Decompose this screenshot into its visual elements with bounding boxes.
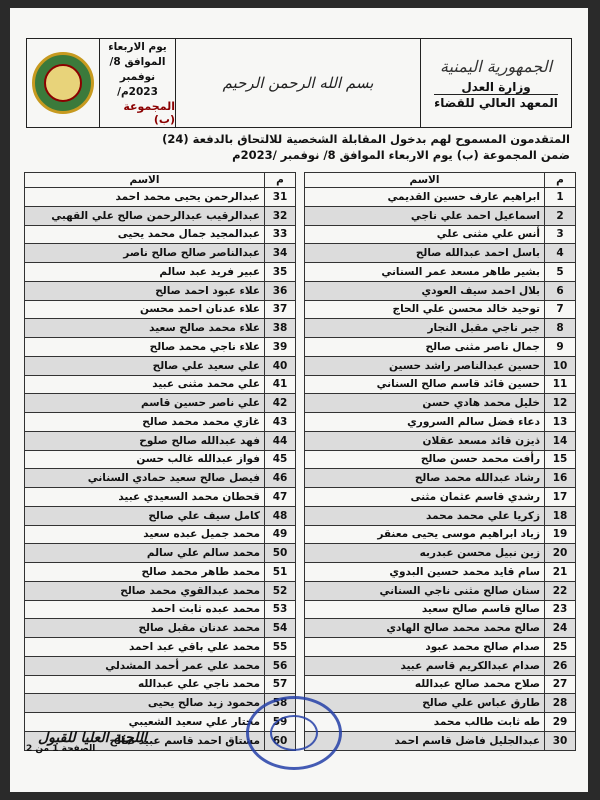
row-number: 22: [545, 581, 576, 600]
table-row: [305, 338, 576, 357]
candidate-name: محمد علي عمر أحمد المشدلي: [25, 656, 265, 675]
row-number: 60: [265, 731, 296, 750]
candidate-name: علي ناصر حسين قاسم: [25, 394, 265, 413]
row-number: 52: [265, 581, 296, 600]
table-row: [305, 431, 576, 450]
candidate-name: قحطان محمد السعيدي عبيد: [25, 488, 265, 507]
table-row: [25, 525, 296, 544]
candidate-name: زكريا علي محمد محمد: [305, 506, 545, 525]
candidate-name: علاء عبود احمد صالح: [25, 281, 265, 300]
candidate-name: عبدالجليل فاضل قاسم احمد: [305, 731, 545, 750]
candidate-name: صدام عبدالكريم قاسم عبيد: [305, 656, 545, 675]
candidate-name: رشدي قاسم عثمان مثنى: [305, 488, 545, 507]
candidate-name: جبر ناجي مقبل النجار: [305, 319, 545, 338]
candidate-name: محمد علي باقي عبد احمد: [25, 638, 265, 657]
row-number: 27: [545, 675, 576, 694]
candidate-name: مختار علي سعيد الشعيبي: [25, 713, 265, 732]
table-row: [305, 656, 576, 675]
row-number: 5: [545, 263, 576, 282]
row-number: 14: [545, 431, 576, 450]
table-row: [25, 656, 296, 675]
candidate-name: رأفت محمد حسن صالح: [305, 450, 545, 469]
row-number: 4: [545, 244, 576, 263]
candidate-name: عبير فريد عبد سالم: [25, 263, 265, 282]
row-number: 33: [265, 225, 296, 244]
candidate-name: فيصل صالح سعيد حمادي السناني: [25, 469, 265, 488]
table-row: [305, 563, 576, 582]
table-row: [25, 413, 296, 432]
candidate-name: محمد سالم علي سالم: [25, 544, 265, 563]
table-row: [25, 319, 296, 338]
candidate-name: سام قايد محمد حسين البدوي: [305, 563, 545, 582]
row-number: 59: [265, 713, 296, 732]
document-page: [10, 8, 588, 792]
table-row: [25, 263, 296, 282]
candidate-name: دعاء فضل سالم السروري: [305, 413, 545, 432]
table-row: [305, 638, 576, 657]
candidate-name: باسل احمد عبدالله صالح: [305, 244, 545, 263]
letterhead: [26, 38, 572, 128]
candidate-name: اسماعيل احمد علي ناجي: [305, 206, 545, 225]
candidate-name: مشتاق احمد قاسم عبيد صالح: [25, 731, 265, 750]
basmala: بسم الله الرحمن الرحيم: [222, 74, 374, 92]
row-number: 11: [545, 375, 576, 394]
row-number: 34: [265, 244, 296, 263]
table-row: [305, 450, 576, 469]
row-number: 42: [265, 394, 296, 413]
row-number: 40: [265, 356, 296, 375]
table-row: [25, 619, 296, 638]
table-row: [25, 563, 296, 582]
row-number: 1: [545, 188, 576, 207]
table-row: [305, 581, 576, 600]
table-row: [305, 206, 576, 225]
row-number: 49: [265, 525, 296, 544]
table-row: [25, 244, 296, 263]
row-number: 53: [265, 600, 296, 619]
table-row: [305, 488, 576, 507]
table-row: [305, 544, 576, 563]
candidate-name: عبدالرقيب عبدالرحمن صالح علي القهبي: [25, 206, 265, 225]
table-row: [25, 394, 296, 413]
candidate-name: زين نبيل محسن عبدربه: [305, 544, 545, 563]
candidate-name: حسين عبدالناصر راشد حسين: [305, 356, 545, 375]
candidate-name: عبدالمجيد جمال محمد يحيى: [25, 225, 265, 244]
row-number: 29: [545, 713, 576, 732]
table-row: [25, 600, 296, 619]
table-row: [305, 675, 576, 694]
table-row: [305, 244, 576, 263]
candidate-name: طه ثابت طالب محمد: [305, 713, 545, 732]
year-label: 2023م/: [117, 86, 158, 98]
letterhead-logo: [27, 39, 99, 127]
group-label: المجموعة (ب): [123, 100, 175, 126]
candidate-name: علي سعيد علي صالح: [25, 356, 265, 375]
candidate-name: محمد عبده ثابت احمد: [25, 600, 265, 619]
table-row: [25, 356, 296, 375]
table-row: [305, 300, 576, 319]
candidate-name: بشير طاهر مسعد عمر السناني: [305, 263, 545, 282]
row-number: 24: [545, 619, 576, 638]
candidate-name: محمد جميل عبده سعيد: [25, 525, 265, 544]
table-row: [305, 525, 576, 544]
candidate-name: حسين قائد قاسم صالح السناني: [305, 375, 545, 394]
candidate-name: خليل محمد هادي حسن: [305, 394, 545, 413]
table-row: [305, 694, 576, 713]
document-title: [28, 132, 570, 162]
candidate-name: كامل سيف علي صالح: [25, 506, 265, 525]
table-row: [25, 206, 296, 225]
row-number: 7: [545, 300, 576, 319]
candidate-name: فواز عبدالله غالب حسن: [25, 450, 265, 469]
row-number: 2: [545, 206, 576, 225]
row-number: 55: [265, 638, 296, 657]
row-number: 41: [265, 375, 296, 394]
row-number: 9: [545, 338, 576, 357]
table-row: [25, 375, 296, 394]
table-row: [25, 225, 296, 244]
letterhead-basmala: [175, 39, 420, 127]
table-row: [25, 488, 296, 507]
candidate-name: محمد طاهر محمد صالح: [25, 563, 265, 582]
row-number: 30: [545, 731, 576, 750]
ministry-name: وزارة العدل: [461, 79, 531, 94]
row-number: 56: [265, 656, 296, 675]
institute-logo-icon: [32, 52, 94, 114]
row-number: 58: [265, 694, 296, 713]
row-number: 28: [545, 694, 576, 713]
table-row: [25, 469, 296, 488]
candidate-name: علاء عدنان احمد محسن: [25, 300, 265, 319]
column-header-name: الاسم: [25, 173, 265, 188]
row-number: 50: [265, 544, 296, 563]
row-number: 18: [545, 506, 576, 525]
row-number: 8: [545, 319, 576, 338]
table-row: [25, 338, 296, 357]
candidate-name: زياد ابراهيم موسى يحيى معنقر: [305, 525, 545, 544]
table-row: [25, 581, 296, 600]
table-row: [25, 544, 296, 563]
row-number: 37: [265, 300, 296, 319]
table-row: [25, 188, 296, 207]
candidate-name: محمد عدنان مقبل صالح: [25, 619, 265, 638]
committee-signature: اللجنة العليا للقبول: [38, 730, 147, 746]
table-row: [305, 394, 576, 413]
row-number: 3: [545, 225, 576, 244]
row-number: 51: [265, 563, 296, 582]
row-number: 26: [545, 656, 576, 675]
row-number: 25: [545, 638, 576, 657]
row-number: 43: [265, 413, 296, 432]
republic-title: الجمهورية اليمنية: [440, 56, 553, 76]
letterhead-date: [99, 39, 175, 127]
table-row: [305, 619, 576, 638]
row-number: 54: [265, 619, 296, 638]
official-stamp-icon: [246, 696, 342, 770]
candidate-name: ابراهيم عارف حسين القديمي: [305, 188, 545, 207]
date-label: الموافق 8/ نوفمبر: [109, 56, 166, 83]
candidate-name: علاء ناجي محمد صالح: [25, 338, 265, 357]
names-table-right: [304, 172, 576, 751]
table-row: [25, 675, 296, 694]
row-number: 45: [265, 450, 296, 469]
row-number: 48: [265, 506, 296, 525]
table-row: [305, 375, 576, 394]
candidate-name: غازي محمد محمد صالح: [25, 413, 265, 432]
candidate-name: ذيزن قائد مسعد عقلان: [305, 431, 545, 450]
table-row: [305, 731, 576, 750]
row-number: 21: [545, 563, 576, 582]
names-table-left: [24, 172, 296, 751]
candidate-name: صلاح محمد صالح عبدالله: [305, 675, 545, 694]
candidate-name: رشاد عبدالله محمد صالح: [305, 469, 545, 488]
row-number: 6: [545, 281, 576, 300]
candidate-name: علاء محمد صالح سعيد: [25, 319, 265, 338]
candidate-name: فهد عبدالله صالح صلوح: [25, 431, 265, 450]
table-row: [305, 713, 576, 732]
candidate-name: محمود زيد صالح يحيى: [25, 694, 265, 713]
table-row: [305, 356, 576, 375]
candidate-name: صالح قاسم صالح سعيد: [305, 600, 545, 619]
candidate-name: توحيد خالد محسن علي الحاج: [305, 300, 545, 319]
candidate-name: عبدالرحمن يحيى محمد احمد: [25, 188, 265, 207]
title-line-1: المتقدمون المسموح لهم بدخول المقابلة الشخصية للالتحاق بالدفعة (24): [162, 132, 570, 146]
candidate-name: صدام صالح محمد عبود: [305, 638, 545, 657]
table-row: [305, 600, 576, 619]
table-row: [25, 638, 296, 657]
table-row: [25, 431, 296, 450]
row-number: 15: [545, 450, 576, 469]
table-row: [305, 413, 576, 432]
candidate-name: بلال احمد سيف العودي: [305, 281, 545, 300]
column-header-name: الاسم: [305, 173, 545, 188]
row-number: 46: [265, 469, 296, 488]
row-number: 17: [545, 488, 576, 507]
candidate-name: جمال ناصر مثنى صالح: [305, 338, 545, 357]
row-number: 38: [265, 319, 296, 338]
candidate-name: سنان صالح مثنى ناجي السناني: [305, 581, 545, 600]
row-number: 12: [545, 394, 576, 413]
row-number: 19: [545, 525, 576, 544]
table-row: [25, 300, 296, 319]
row-number: 44: [265, 431, 296, 450]
candidate-name: صالح محمد محمد صالح الهادي: [305, 619, 545, 638]
row-number: 23: [545, 600, 576, 619]
candidate-name: محمد عبدالقوي محمد صالح: [25, 581, 265, 600]
candidate-name: علي محمد مثنى عبيد: [25, 375, 265, 394]
row-number: 13: [545, 413, 576, 432]
table-row: [305, 281, 576, 300]
candidate-name: طارق عباس علي صالح: [305, 694, 545, 713]
column-header-number: م: [265, 173, 296, 188]
table-row: [25, 450, 296, 469]
table-row: [305, 469, 576, 488]
table-row: [305, 506, 576, 525]
institute-name: المعهد العالي للقضاء: [434, 95, 558, 110]
table-row: [305, 263, 576, 282]
row-number: 39: [265, 338, 296, 357]
row-number: 35: [265, 263, 296, 282]
table-row: [25, 506, 296, 525]
table-row: [305, 225, 576, 244]
table-row: [25, 281, 296, 300]
table-row: [305, 319, 576, 338]
row-number: 10: [545, 356, 576, 375]
letterhead-institution: [420, 39, 571, 127]
row-number: 47: [265, 488, 296, 507]
table-row: [305, 188, 576, 207]
row-number: 31: [265, 188, 296, 207]
row-number: 16: [545, 469, 576, 488]
candidate-name: عبدالناصر صالح صالح ناصر: [25, 244, 265, 263]
row-number: 57: [265, 675, 296, 694]
candidate-name: أنس علي مثنى علي: [305, 225, 545, 244]
page-number: الصفحة 1 من 2: [26, 744, 96, 754]
title-line-2: ضمن المجموعة (ب) يوم الاربعاء الموافق 8/ نوفمبر /2023م: [232, 148, 570, 162]
candidate-name: محمد ناجي علي عبدالله: [25, 675, 265, 694]
day-label: يوم الاربعاء: [108, 41, 167, 53]
row-number: 32: [265, 206, 296, 225]
row-number: 20: [545, 544, 576, 563]
row-number: 36: [265, 281, 296, 300]
column-header-number: م: [545, 173, 576, 188]
